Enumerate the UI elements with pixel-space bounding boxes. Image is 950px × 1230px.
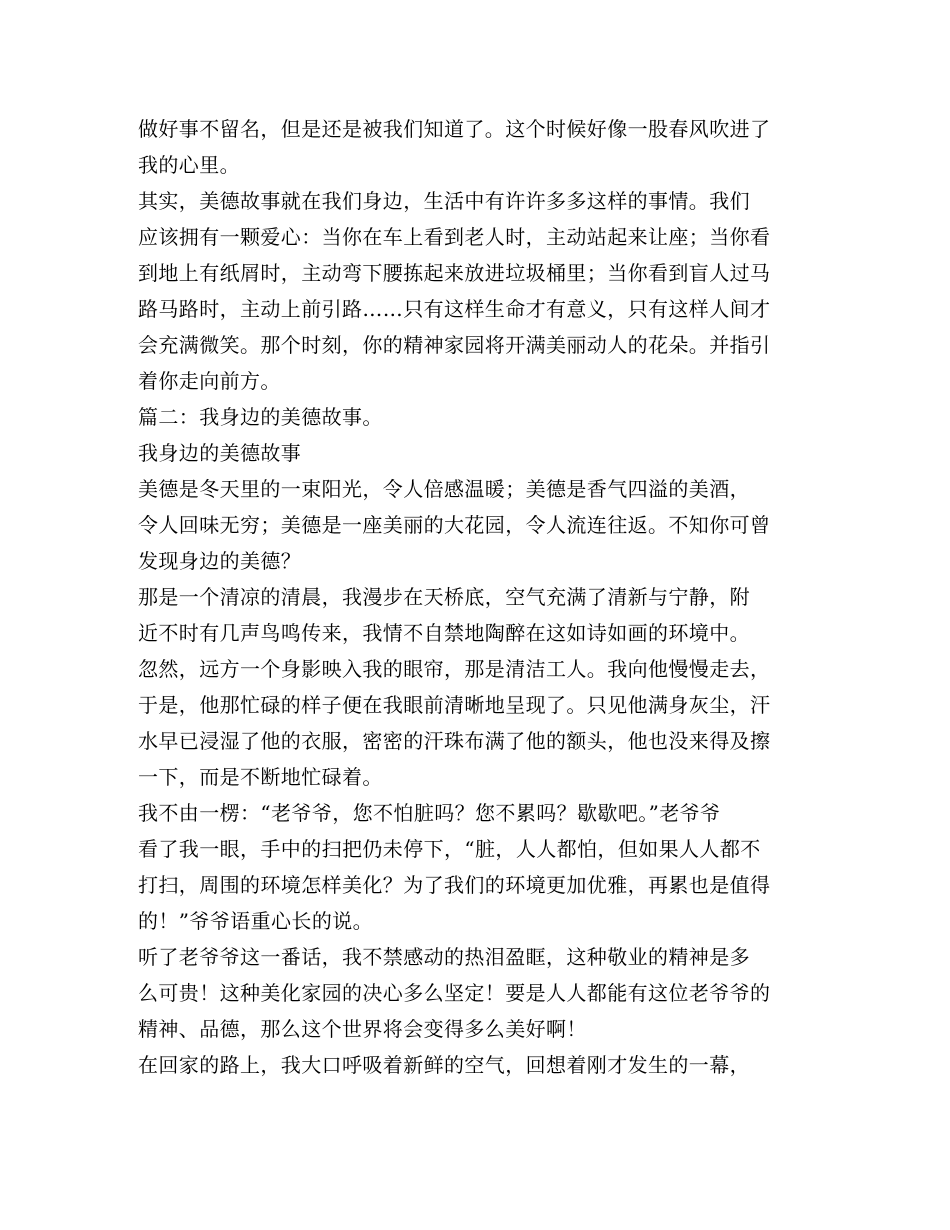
text-line: 会充满微笑。那个时刻，你的精神家园将开满美丽动人的花朵。并指引 xyxy=(138,333,771,357)
text-line: 的！”爷爷语重心长的说。 xyxy=(138,909,374,933)
text-line: 打扫，周围的环境怎样美化？为了我们的环境更加优雅，再累也是值得 xyxy=(138,873,771,897)
text-line: 做好事不留名，但是还是被我们知道了。这个时候好像一股春风吹进了 xyxy=(138,117,771,141)
text-line: 我不由一楞：“老爷爷，您不怕脏吗？您不累吗？歇歇吧。”老爷爷 xyxy=(138,801,721,825)
text-line: 那是一个清凉的清晨，我漫步在天桥底，空气充满了清新与宁静，附 xyxy=(138,585,750,609)
text-line: 看了我一眼，手中的扫把仍未停下，“脏，人人都怕，但如果人人都不 xyxy=(138,837,761,861)
text-line: 于是，他那忙碌的样子便在我眼前清晰地呈现了。只见他满身灰尘，汗 xyxy=(138,693,771,717)
text-line: 我的心里。 xyxy=(138,153,240,177)
text-line: 其实，美德故事就在我们身边，生活中有许许多多这样的事情。我们 xyxy=(138,189,750,213)
section-heading: 篇二：我身边的美德故事。 xyxy=(138,405,383,429)
text-line: 么可贵！这种美化家园的决心多么坚定！要是人人都能有这位老爷爷的 xyxy=(138,981,771,1005)
text-line: 精神、品德，那么这个世界将会变得多么美好啊！ xyxy=(138,1017,587,1041)
text-line: 发现身边的美德？ xyxy=(138,549,302,573)
article-title: 我身边的美德故事 xyxy=(138,441,302,465)
text-line: 着你走向前方。 xyxy=(138,369,281,393)
text-line: 水早已浸湿了他的衣服，密密的汗珠布满了他的额头，他也没来得及擦 xyxy=(138,729,771,753)
text-line: 应该拥有一颗爱心：当你在车上看到老人时，主动站起来让座；当你看 xyxy=(138,225,771,249)
text-line: 到地上有纸屑时，主动弯下腰拣起来放进垃圾桶里；当你看到盲人过马 xyxy=(138,261,771,285)
text-line: 一下，而是不断地忙碌着。 xyxy=(138,765,383,789)
text-line: 路马路时，主动上前引路……只有这样生命才有意义，只有这样人间才 xyxy=(138,297,771,321)
text-line: 在回家的路上，我大口呼吸着新鲜的空气，回想着刚才发生的一幕， xyxy=(138,1053,750,1077)
text-line: 忽然，远方一个身影映入我的眼帘，那是清洁工人。我向他慢慢走去， xyxy=(138,657,771,681)
text-line: 令人回味无穷；美德是一座美丽的大花园，令人流连往返。不知你可曾 xyxy=(138,513,771,537)
text-line: 美德是冬天里的一束阳光，令人倍感温暖；美德是香气四溢的美酒， xyxy=(138,477,750,501)
text-line: 听了老爷爷这一番话，我不禁感动的热泪盈眶，这种敬业的精神是多 xyxy=(138,945,750,969)
text-line: 近不时有几声鸟鸣传来，我情不自禁地陶醉在这如诗如画的环境中。 xyxy=(138,621,750,645)
